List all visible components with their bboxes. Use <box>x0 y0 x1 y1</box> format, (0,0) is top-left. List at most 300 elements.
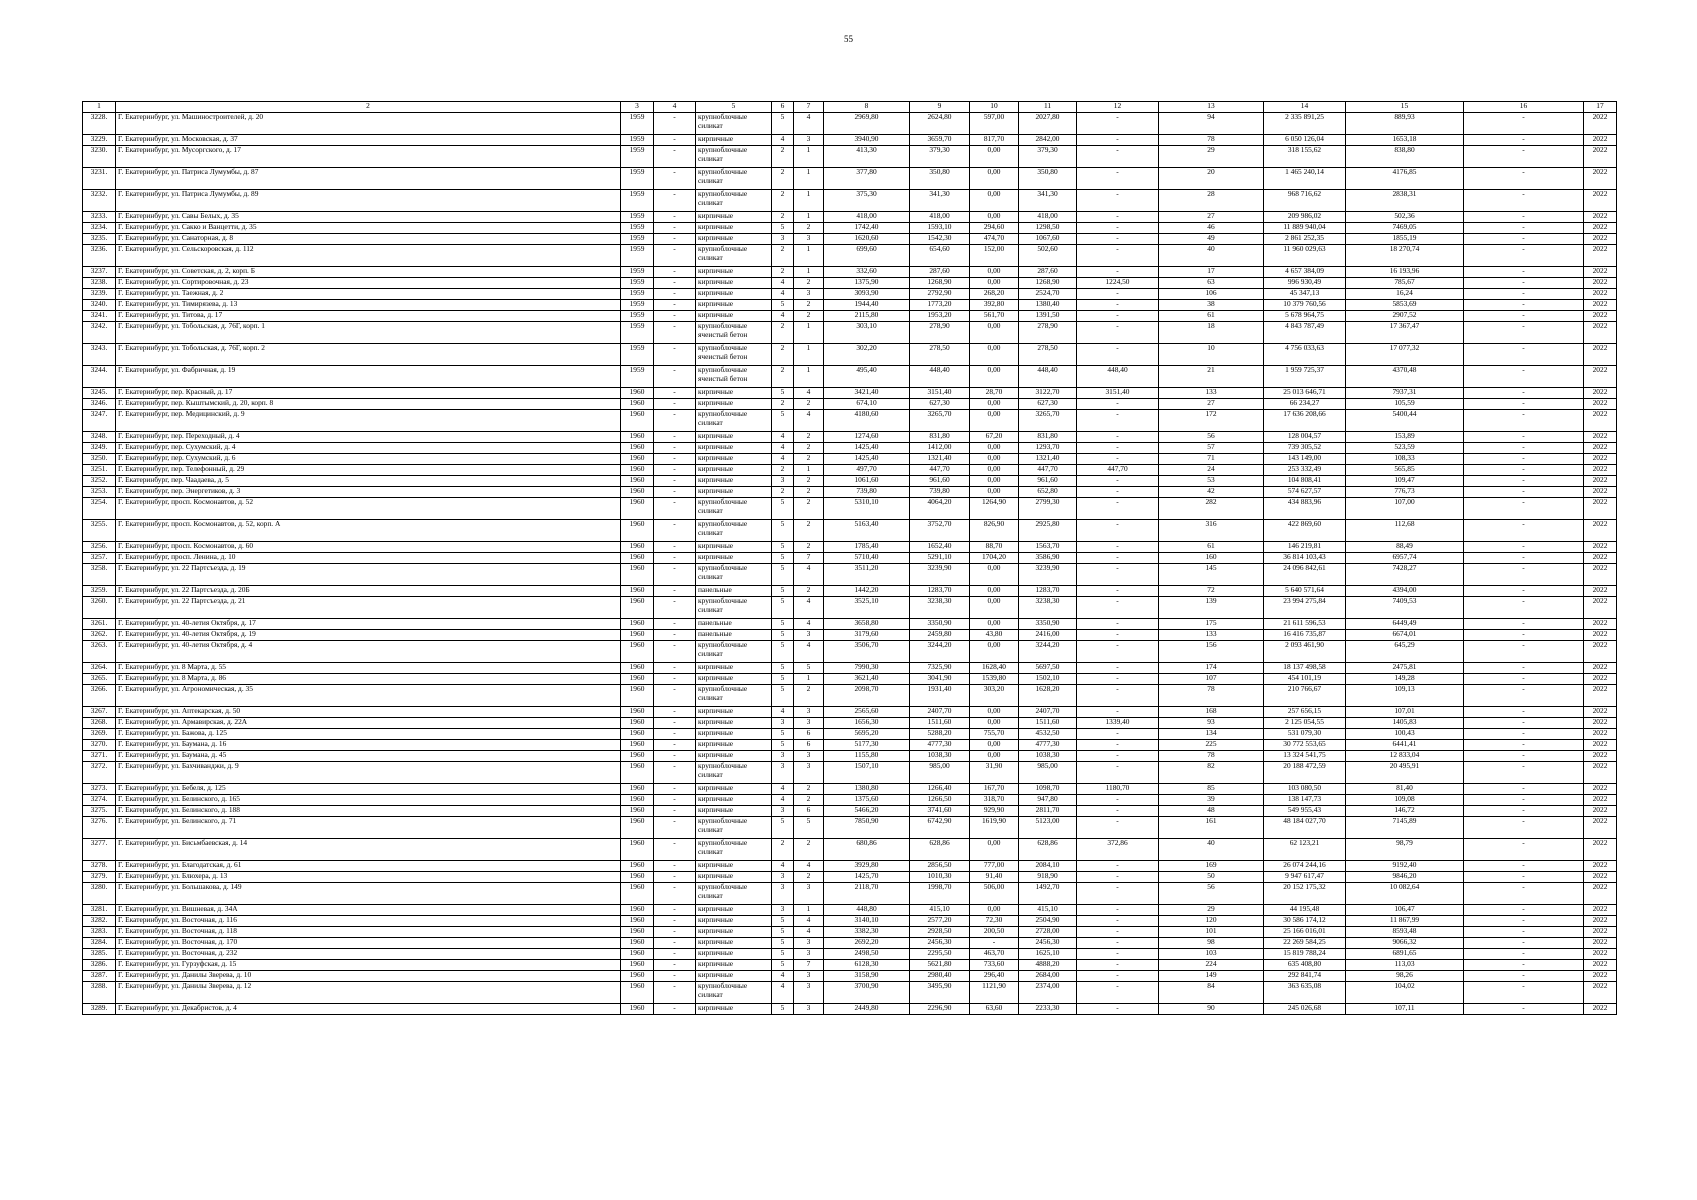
cell-floors: 2 <box>772 212 794 223</box>
cell-planned-year: 2022 <box>1584 366 1617 388</box>
cell-wall-material: крупноблочные силикат <box>696 817 772 839</box>
cell-cost: 2 335 891,25 <box>1264 113 1346 135</box>
cell-total-area: 7850,90 <box>824 817 910 839</box>
cell-floors: 5 <box>772 663 794 674</box>
cell-overhaul: - <box>1464 872 1584 883</box>
cell-overhaul: - <box>1464 949 1584 960</box>
cell-overhaul: - <box>1464 498 1584 520</box>
cell-wall-material: кирпичные <box>696 751 772 762</box>
cell-private-area: 627,30 <box>1019 399 1077 410</box>
cell-total-area: 1620,60 <box>824 234 910 245</box>
cell-entrances: 3 <box>794 630 824 641</box>
table-row <box>83 872 1617 883</box>
cell-year-built: 1960 <box>621 718 654 729</box>
cell-non-residential-area: 0,00 <box>970 322 1019 344</box>
cell-cost-per-sqm: 565,85 <box>1346 465 1464 476</box>
cell-total-area: 1155,80 <box>824 751 910 762</box>
cell-entrances: 4 <box>794 861 824 872</box>
cell-row-number: 3245. <box>83 388 116 399</box>
cell-year-commissioned: - <box>654 168 696 190</box>
cell-residents: 107 <box>1159 674 1264 685</box>
cell-total-area: 3506,70 <box>824 641 910 663</box>
cell-municipal-area: - <box>1077 267 1159 278</box>
cell-municipal-area: - <box>1077 685 1159 707</box>
cell-year-built: 1960 <box>621 982 654 1004</box>
cell-private-area: 447,70 <box>1019 465 1077 476</box>
cell-wall-material: кирпичные <box>696 388 772 399</box>
cell-address: Г. Екатеринбург, ул. Белинского, д. 165 <box>116 795 621 806</box>
cell-year-commissioned: - <box>654 707 696 718</box>
cell-private-area: 2416,00 <box>1019 630 1077 641</box>
cell-residents: 39 <box>1159 795 1264 806</box>
cell-planned-year: 2022 <box>1584 223 1617 234</box>
cell-floors: 5 <box>772 223 794 234</box>
cell-planned-year: 2022 <box>1584 311 1617 322</box>
cell-wall-material: кирпичные <box>696 740 772 751</box>
cell-planned-year: 2022 <box>1584 872 1617 883</box>
cell-address: Г. Екатеринбург, ул. Данилы Зверева, д. 10 <box>116 971 621 982</box>
cell-address: Г. Екатеринбург, ул. Белинского, д. 71 <box>116 817 621 839</box>
cell-private-area: 2407,70 <box>1019 707 1077 718</box>
column-number-header: 1 <box>83 102 116 113</box>
cell-wall-material: крупноблочные силикат <box>696 168 772 190</box>
cell-wall-material: кирпичные <box>696 916 772 927</box>
cell-address: Г. Екатеринбург, пер. Телефонный, д. 29 <box>116 465 621 476</box>
cell-wall-material: кирпичные <box>696 542 772 553</box>
cell-municipal-area: - <box>1077 520 1159 542</box>
cell-year-commissioned: - <box>654 300 696 311</box>
cell-cost: 30 586 174,12 <box>1264 916 1346 927</box>
cell-overhaul: - <box>1464 905 1584 916</box>
cell-cost: 531 079,30 <box>1264 729 1346 740</box>
cell-year-built: 1959 <box>621 300 654 311</box>
cell-non-residential-area: 755,70 <box>970 729 1019 740</box>
cell-entrances: 1 <box>794 674 824 685</box>
cell-municipal-area: - <box>1077 223 1159 234</box>
cell-non-residential-area: 0,00 <box>970 465 1019 476</box>
cell-non-residential-area: 31,90 <box>970 762 1019 784</box>
cell-non-residential-area: 0,00 <box>970 718 1019 729</box>
cell-entrances: 2 <box>794 311 824 322</box>
cell-year-commissioned: - <box>654 597 696 619</box>
cell-private-area: 278,50 <box>1019 344 1077 366</box>
cell-floors: 5 <box>772 300 794 311</box>
cell-year-built: 1959 <box>621 311 654 322</box>
cell-cost-per-sqm: 12 833,04 <box>1346 751 1464 762</box>
cell-private-area: 2233,30 <box>1019 1004 1077 1015</box>
cell-cost: 434 883,96 <box>1264 498 1346 520</box>
cell-year-commissioned: - <box>654 751 696 762</box>
cell-planned-year: 2022 <box>1584 564 1617 586</box>
cell-private-area: 1321,40 <box>1019 454 1077 465</box>
table-row <box>83 454 1617 465</box>
table-row <box>83 740 1617 751</box>
cell-entrances: 2 <box>794 520 824 542</box>
cell-floors: 3 <box>772 905 794 916</box>
cell-year-commissioned: - <box>654 542 696 553</box>
cell-entrances: 2 <box>794 476 824 487</box>
cell-residents: 98 <box>1159 938 1264 949</box>
cell-floors: 2 <box>772 487 794 498</box>
table-row <box>83 707 1617 718</box>
cell-wall-material: кирпичные <box>696 938 772 949</box>
cell-residential-area: 3238,30 <box>910 597 970 619</box>
cell-non-residential-area: 733,60 <box>970 960 1019 971</box>
cell-municipal-area: - <box>1077 289 1159 300</box>
cell-private-area: 1293,70 <box>1019 443 1077 454</box>
cell-address: Г. Екатеринбург, ул. Декабристов, д. 4 <box>116 1004 621 1015</box>
cell-address: Г. Екатеринбург, ул. Баумана, д. 45 <box>116 751 621 762</box>
table-row <box>83 366 1617 388</box>
cell-overhaul: - <box>1464 135 1584 146</box>
cell-residential-area: 1953,20 <box>910 311 970 322</box>
cell-year-built: 1959 <box>621 190 654 212</box>
cell-municipal-area: - <box>1077 740 1159 751</box>
cell-private-area: 2925,80 <box>1019 520 1077 542</box>
cell-private-area: 3244,20 <box>1019 641 1077 663</box>
cell-municipal-area: - <box>1077 322 1159 344</box>
cell-cost-per-sqm: 88,49 <box>1346 542 1464 553</box>
table-row <box>83 432 1617 443</box>
cell-cost-per-sqm: 838,80 <box>1346 146 1464 168</box>
cell-entrances: 2 <box>794 443 824 454</box>
cell-residents: 316 <box>1159 520 1264 542</box>
cell-row-number: 3242. <box>83 322 116 344</box>
cell-year-commissioned: - <box>654 465 696 476</box>
cell-non-residential-area: 72,30 <box>970 916 1019 927</box>
cell-year-commissioned: - <box>654 718 696 729</box>
cell-year-built: 1959 <box>621 135 654 146</box>
cell-total-area: 302,20 <box>824 344 910 366</box>
cell-overhaul: - <box>1464 278 1584 289</box>
cell-entrances: 1 <box>794 267 824 278</box>
cell-residential-area: 3350,90 <box>910 619 970 630</box>
table-row <box>83 212 1617 223</box>
cell-wall-material: кирпичные <box>696 487 772 498</box>
cell-planned-year: 2022 <box>1584 278 1617 289</box>
cell-address: Г. Екатеринбург, ул. 22 Партсъезда, д. 20Б <box>116 586 621 597</box>
cell-residential-area: 1511,60 <box>910 718 970 729</box>
cell-planned-year: 2022 <box>1584 146 1617 168</box>
cell-non-residential-area: 303,20 <box>970 685 1019 707</box>
cell-cost: 26 074 244,16 <box>1264 861 1346 872</box>
cell-address: Г. Екатеринбург, ул. Бисьмбаевская, д. 14 <box>116 839 621 861</box>
table-row <box>83 168 1617 190</box>
cell-wall-material: кирпичные <box>696 927 772 938</box>
cell-cost: 16 416 735,87 <box>1264 630 1346 641</box>
cell-cost-per-sqm: 6891,65 <box>1346 949 1464 960</box>
table-row <box>83 542 1617 553</box>
cell-residential-area: 350,80 <box>910 168 970 190</box>
cell-year-commissioned: - <box>654 311 696 322</box>
cell-row-number: 3251. <box>83 465 116 476</box>
cell-address: Г. Екатеринбург, ул. Аптекарская, д. 50 <box>116 707 621 718</box>
cell-floors: 5 <box>772 927 794 938</box>
cell-residents: 29 <box>1159 905 1264 916</box>
cell-municipal-area: - <box>1077 212 1159 223</box>
cell-cost-per-sqm: 1405,83 <box>1346 718 1464 729</box>
cell-residents: 61 <box>1159 311 1264 322</box>
cell-cost-per-sqm: 1653,18 <box>1346 135 1464 146</box>
cell-overhaul: - <box>1464 234 1584 245</box>
cell-private-area: 287,60 <box>1019 267 1077 278</box>
cell-total-area: 497,70 <box>824 465 910 476</box>
cell-entrances: 1 <box>794 190 824 212</box>
cell-floors: 4 <box>772 443 794 454</box>
cell-private-area: 985,00 <box>1019 762 1077 784</box>
cell-year-built: 1960 <box>621 938 654 949</box>
cell-entrances: 4 <box>794 410 824 432</box>
cell-private-area: 1098,70 <box>1019 784 1077 795</box>
cell-cost: 9 947 617,47 <box>1264 872 1346 883</box>
cell-wall-material: кирпичные <box>696 135 772 146</box>
cell-row-number: 3265. <box>83 674 116 685</box>
cell-residential-area: 2980,40 <box>910 971 970 982</box>
cell-total-area: 1742,40 <box>824 223 910 234</box>
cell-municipal-area: - <box>1077 410 1159 432</box>
cell-address: Г. Екатеринбург, пер. Переходный, д. 4 <box>116 432 621 443</box>
cell-entrances: 2 <box>794 685 824 707</box>
cell-wall-material: кирпичные <box>696 872 772 883</box>
cell-year-built: 1960 <box>621 487 654 498</box>
table-row <box>83 223 1617 234</box>
cell-non-residential-area: 0,00 <box>970 443 1019 454</box>
cell-wall-material: кирпичные <box>696 443 772 454</box>
cell-entrances: 1 <box>794 245 824 267</box>
cell-residents: 225 <box>1159 740 1264 751</box>
cell-private-area: 3239,90 <box>1019 564 1077 586</box>
cell-non-residential-area: 0,00 <box>970 146 1019 168</box>
cell-address: Г. Екатеринбург, ул. Тимирязева, д. 13 <box>116 300 621 311</box>
cell-year-built: 1960 <box>621 542 654 553</box>
cell-overhaul: - <box>1464 443 1584 454</box>
cell-year-commissioned: - <box>654 366 696 388</box>
cell-overhaul: - <box>1464 729 1584 740</box>
table-row <box>83 905 1617 916</box>
cell-year-built: 1960 <box>621 520 654 542</box>
cell-year-built: 1960 <box>621 663 654 674</box>
cell-planned-year: 2022 <box>1584 234 1617 245</box>
cell-planned-year: 2022 <box>1584 498 1617 520</box>
cell-private-area: 1067,60 <box>1019 234 1077 245</box>
column-number-header: 9 <box>910 102 970 113</box>
cell-non-residential-area: 1704,20 <box>970 553 1019 564</box>
cell-year-commissioned: - <box>654 212 696 223</box>
cell-floors: 5 <box>772 630 794 641</box>
cell-cost-per-sqm: 2838,31 <box>1346 190 1464 212</box>
cell-cost-per-sqm: 6674,01 <box>1346 630 1464 641</box>
cell-non-residential-area: 0,00 <box>970 278 1019 289</box>
cell-cost-per-sqm: 1855,19 <box>1346 234 1464 245</box>
cell-floors: 2 <box>772 168 794 190</box>
cell-floors: 4 <box>772 707 794 718</box>
table-row <box>83 883 1617 905</box>
cell-address: Г. Екатеринбург, ул. Сельскоровская, д. 112 <box>116 245 621 267</box>
cell-non-residential-area: 929,90 <box>970 806 1019 817</box>
table-row <box>83 762 1617 784</box>
cell-residential-area: 1998,70 <box>910 883 970 905</box>
cell-municipal-area: 1224,50 <box>1077 278 1159 289</box>
cell-residential-area: 278,50 <box>910 344 970 366</box>
cell-planned-year: 2022 <box>1584 795 1617 806</box>
cell-private-area: 961,60 <box>1019 476 1077 487</box>
cell-floors: 4 <box>772 971 794 982</box>
cell-wall-material: кирпичные <box>696 432 772 443</box>
cell-entrances: 3 <box>794 718 824 729</box>
cell-non-residential-area: 0,00 <box>970 707 1019 718</box>
cell-residential-area: 278,90 <box>910 322 970 344</box>
cell-private-area: 1268,90 <box>1019 278 1077 289</box>
cell-floors: 3 <box>772 872 794 883</box>
cell-municipal-area: - <box>1077 982 1159 1004</box>
cell-residents: 224 <box>1159 960 1264 971</box>
cell-non-residential-area: 561,70 <box>970 311 1019 322</box>
cell-total-area: 3511,20 <box>824 564 910 586</box>
cell-private-area: 2374,00 <box>1019 982 1077 1004</box>
cell-year-built: 1960 <box>621 740 654 751</box>
table-row <box>83 135 1617 146</box>
cell-cost: 549 955,43 <box>1264 806 1346 817</box>
cell-year-built: 1960 <box>621 927 654 938</box>
cell-cost-per-sqm: 18 270,74 <box>1346 245 1464 267</box>
cell-entrances: 5 <box>794 663 824 674</box>
cell-private-area: 3265,70 <box>1019 410 1077 432</box>
cell-residential-area: 1931,40 <box>910 685 970 707</box>
cell-cost: 363 635,08 <box>1264 982 1346 1004</box>
cell-cost: 1 959 725,37 <box>1264 366 1346 388</box>
cell-residential-area: 447,70 <box>910 465 970 476</box>
cell-private-area: 652,80 <box>1019 487 1077 498</box>
cell-year-commissioned: - <box>654 586 696 597</box>
cell-municipal-area: - <box>1077 190 1159 212</box>
cell-address: Г. Екатеринбург, ул. Белинского, д. 188 <box>116 806 621 817</box>
cell-year-built: 1960 <box>621 685 654 707</box>
cell-wall-material: кирпичные <box>696 465 772 476</box>
cell-wall-material: кирпичные <box>696 212 772 223</box>
cell-municipal-area: - <box>1077 542 1159 553</box>
cell-residential-area: 3495,90 <box>910 982 970 1004</box>
cell-cost-per-sqm: 17 077,32 <box>1346 344 1464 366</box>
cell-municipal-area: - <box>1077 663 1159 674</box>
cell-cost-per-sqm: 16,24 <box>1346 289 1464 300</box>
cell-municipal-area: - <box>1077 883 1159 905</box>
cell-planned-year: 2022 <box>1584 289 1617 300</box>
cell-year-built: 1960 <box>621 960 654 971</box>
cell-row-number: 3239. <box>83 289 116 300</box>
cell-overhaul: - <box>1464 938 1584 949</box>
cell-floors: 4 <box>772 454 794 465</box>
cell-entrances: 2 <box>794 839 824 861</box>
cell-address: Г. Екатеринбург, ул. Фабричная, д. 19 <box>116 366 621 388</box>
cell-municipal-area: - <box>1077 630 1159 641</box>
cell-non-residential-area: 0,00 <box>970 168 1019 190</box>
cell-row-number: 3229. <box>83 135 116 146</box>
cell-residential-area: 418,00 <box>910 212 970 223</box>
cell-year-commissioned: - <box>654 443 696 454</box>
cell-overhaul: - <box>1464 1004 1584 1015</box>
cell-year-commissioned: - <box>654 245 696 267</box>
cell-cost-per-sqm: 7409,53 <box>1346 597 1464 619</box>
cell-row-number: 3279. <box>83 872 116 883</box>
cell-non-residential-area: 1619,90 <box>970 817 1019 839</box>
cell-floors: 4 <box>772 278 794 289</box>
cell-address: Г. Екатеринбург, ул. 40-летия Октября, д. 4 <box>116 641 621 663</box>
cell-total-area: 1375,90 <box>824 278 910 289</box>
cell-municipal-area: - <box>1077 564 1159 586</box>
cell-year-built: 1960 <box>621 872 654 883</box>
cell-year-commissioned: - <box>654 454 696 465</box>
cell-planned-year: 2022 <box>1584 762 1617 784</box>
cell-overhaul: - <box>1464 718 1584 729</box>
cell-entrances: 4 <box>794 564 824 586</box>
cell-total-area: 3621,40 <box>824 674 910 685</box>
cell-year-commissioned: - <box>654 630 696 641</box>
cell-private-area: 278,90 <box>1019 322 1077 344</box>
cell-overhaul: - <box>1464 674 1584 685</box>
cell-row-number: 3249. <box>83 443 116 454</box>
cell-cost: 25 166 016,01 <box>1264 927 1346 938</box>
cell-residents: 133 <box>1159 630 1264 641</box>
cell-floors: 2 <box>772 399 794 410</box>
cell-cost: 996 930,49 <box>1264 278 1346 289</box>
cell-year-built: 1960 <box>621 1004 654 1015</box>
cell-residential-area: 2792,90 <box>910 289 970 300</box>
cell-cost: 18 137 498,58 <box>1264 663 1346 674</box>
cell-residents: 18 <box>1159 322 1264 344</box>
cell-non-residential-area: 167,70 <box>970 784 1019 795</box>
cell-planned-year: 2022 <box>1584 927 1617 938</box>
cell-address: Г. Екатеринбург, ул. Таежная, д. 2 <box>116 289 621 300</box>
cell-address: Г. Екатеринбург, ул. Восточная, д. 170 <box>116 938 621 949</box>
cell-cost: 4 657 384,09 <box>1264 267 1346 278</box>
cell-year-commissioned: - <box>654 476 696 487</box>
cell-year-built: 1959 <box>621 322 654 344</box>
cell-overhaul: - <box>1464 971 1584 982</box>
cell-residents: 56 <box>1159 883 1264 905</box>
cell-residential-area: 985,00 <box>910 762 970 784</box>
cell-cost-per-sqm: 113,03 <box>1346 960 1464 971</box>
cell-cost-per-sqm: 106,47 <box>1346 905 1464 916</box>
cell-overhaul: - <box>1464 399 1584 410</box>
cell-floors: 3 <box>772 234 794 245</box>
cell-total-area: 5177,30 <box>824 740 910 751</box>
cell-floors: 5 <box>772 597 794 619</box>
table-row <box>83 729 1617 740</box>
table-row <box>83 641 1617 663</box>
cell-overhaul: - <box>1464 311 1584 322</box>
cell-non-residential-area: 0,00 <box>970 267 1019 278</box>
cell-wall-material: кирпичные <box>696 707 772 718</box>
cell-address: Г. Екатеринбург, ул. Восточная, д. 116 <box>116 916 621 927</box>
cell-entrances: 3 <box>794 234 824 245</box>
cell-year-commissioned: - <box>654 267 696 278</box>
cell-residents: 78 <box>1159 135 1264 146</box>
cell-total-area: 674,10 <box>824 399 910 410</box>
cell-row-number: 3241. <box>83 311 116 322</box>
cell-floors: 5 <box>772 564 794 586</box>
cell-residents: 282 <box>1159 498 1264 520</box>
cell-year-built: 1959 <box>621 267 654 278</box>
cell-private-area: 2799,30 <box>1019 498 1077 520</box>
cell-planned-year: 2022 <box>1584 465 1617 476</box>
cell-year-commissioned: - <box>654 663 696 674</box>
cell-non-residential-area: 474,70 <box>970 234 1019 245</box>
cell-private-area: 947,80 <box>1019 795 1077 806</box>
cell-cost: 103 080,50 <box>1264 784 1346 795</box>
cell-year-commissioned: - <box>654 971 696 982</box>
cell-total-area: 4180,60 <box>824 410 910 432</box>
cell-non-residential-area: 1264,90 <box>970 498 1019 520</box>
